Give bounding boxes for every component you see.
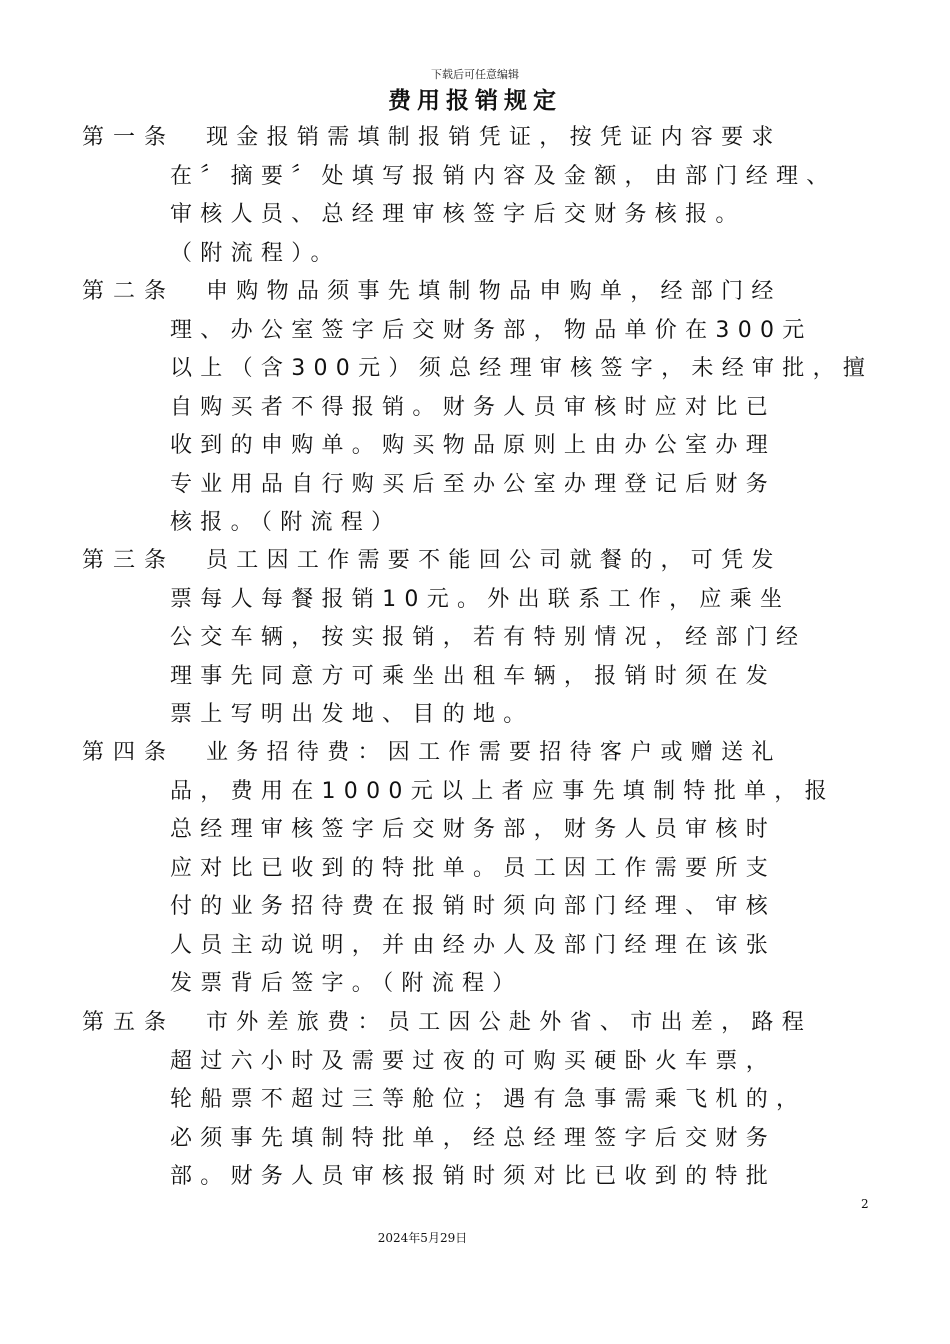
article-text-line: 以上（含300元）须总经理审核签字，未经审批，擅	[170, 356, 874, 381]
article-label: 第一条	[82, 125, 176, 150]
article-text-line: 超过六小时及需要过夜的可购买硬卧火车票，	[170, 1048, 777, 1074]
article-text-line: （附流程）。	[170, 240, 341, 266]
article-text-line: 理事先同意方可乘坐出租车辆，报销时须在发	[170, 663, 777, 689]
article-label: 第四条	[82, 740, 176, 765]
article-text-line: 自购买者不得报销。财务人员审核时应对比已	[170, 394, 777, 420]
article-text-line: 核报。（附流程）	[170, 510, 402, 535]
article-text-line: 票上写明出发地、目的地。	[170, 702, 534, 727]
article-text-line: 应对比已收到的特批单。员工因工作需要所支	[170, 855, 777, 881]
article-label: 第二条	[82, 279, 176, 304]
article-text-line: 部。财务人员审核报销时须对比已收到的特批	[170, 1164, 777, 1189]
article-text-line: 在〞摘要〞处填写报销内容及金额，由部门经理、	[170, 163, 837, 189]
article-text-line: 业务招待费：因工作需要招待客户或赠送礼	[206, 740, 782, 765]
article-text-line: 品，费用在1000元以上者应事先填制特批单，报	[170, 778, 835, 804]
article-text-line: 发票背后签字。（附流程）	[170, 971, 523, 996]
article-text-line: 总经理审核签字后交财务部，财务人员审核时	[170, 817, 777, 842]
article-text-line: 人员主动说明，并由经办人及部门经理在该张	[170, 932, 777, 958]
article-label: 第三条	[82, 548, 176, 573]
header-note: 下载后可任意编辑	[431, 68, 519, 81]
article-label: 第五条	[82, 1010, 176, 1035]
article-text-line: 申购物品须事先填制物品申购单，经部门经	[206, 279, 782, 304]
article-text-line: 公交车辆，按实报销，若有特别情况，经部门经	[170, 625, 807, 650]
article-text-line: 审核人员、总经理审核签字后交财务核报。	[170, 202, 746, 227]
article-text-line: 轮船票不超过三等舱位；遇有急事需乘飞机的，	[170, 1087, 807, 1112]
article-text-line: 必须事先填制特批单，经总经理签字后交财务	[170, 1125, 777, 1151]
article-text-line: 市外差旅费：员工因公赴外省、市出差，路程	[206, 1010, 813, 1035]
page-number: 2	[861, 1197, 869, 1211]
article-text-line: 现金报销需填制报销凭证，按凭证内容要求	[206, 125, 782, 150]
article-text-line: 付的业务招待费在报销时须向部门经理、审核	[170, 894, 777, 919]
page-title: 费用报销规定	[388, 88, 562, 114]
article-text-line: 员工因工作需要不能回公司就餐的，可凭发	[206, 548, 782, 573]
article-text-line: 票每人每餐报销10元。外出联系工作，应乘坐	[170, 586, 791, 612]
footer-date: 2024年5月29日	[377, 1231, 468, 1245]
article-text-line: 收到的申购单。购买物品原则上由办公室办理	[170, 433, 777, 458]
article-text-line: 理、办公室签字后交财务部，物品单价在300元	[170, 317, 813, 343]
article-text-line: 专业用品自行购买后至办公室办理登记后财务	[170, 471, 777, 497]
